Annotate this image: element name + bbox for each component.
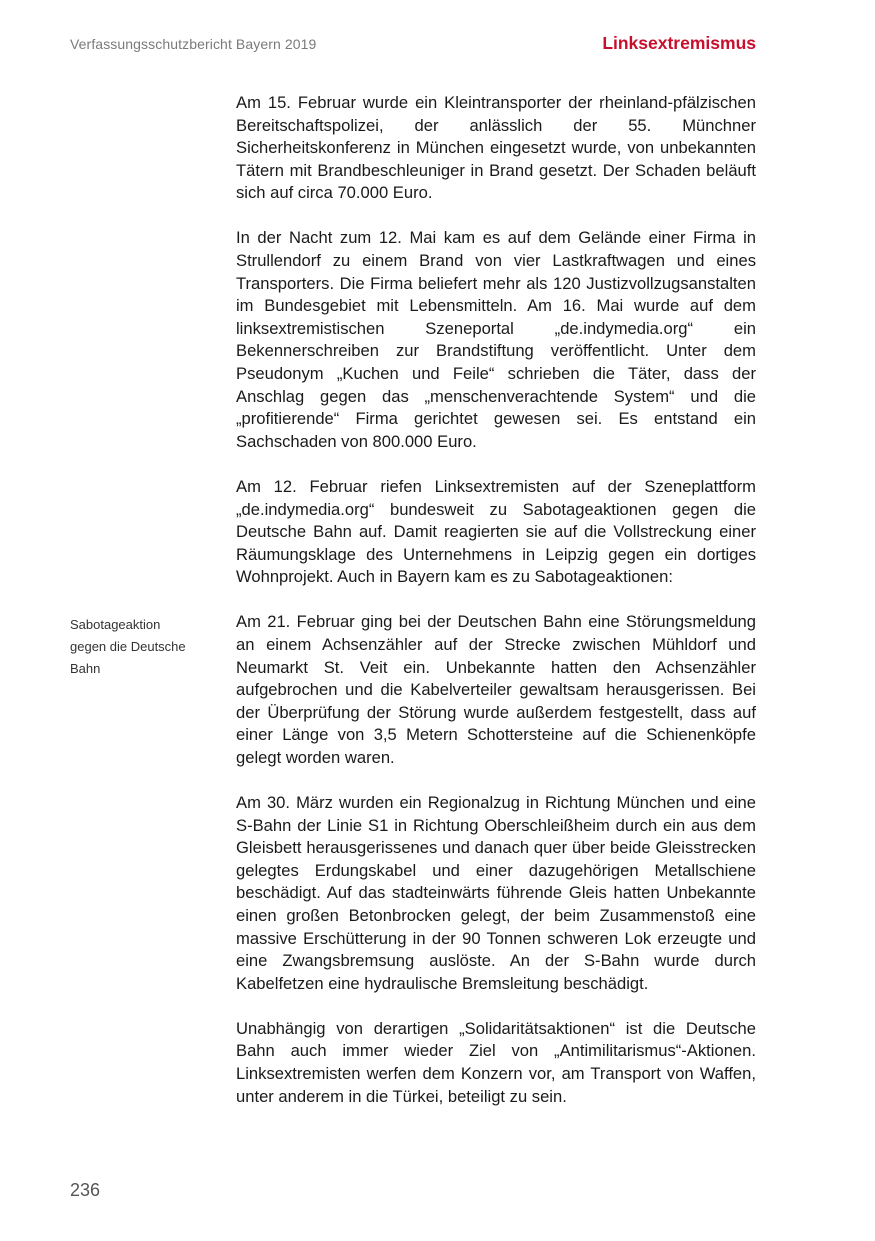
page-number: 236 bbox=[70, 1180, 101, 1200]
paragraph-regionalzug: Am 30. März wurden ein Regionalzug in Richtung München und eine S-Bahn der Linie S1 in Richtung Oberschleißheim durch ein aus dem Gleisbett herausgerissenes und danach quer über beide Gleisstrecken gelegtes Erdungskabel und einer dazugehörigen Metallschiene beschädigt. Auf das stadteinwärts führende Gleis hatten Unbekannte einen großen Betonbrocken gelegt, der beim Zusammenstoß eine massive Erschütterung in der 90 Tonnen schweren Lok erzeugte und eine Zwangsbremsung auslöste. An der S-Bahn wurde durch Kabelfetzen eine hydraulische Bremsleitung beschädigt. bbox=[236, 793, 756, 993]
running-head-publication: Verfassungsschutzbericht Bayern 2019 bbox=[70, 36, 317, 52]
paragraph-kleintransporter: Am 15. Februar wurde ein Kleintransporter der rheinland-pfälzischen Bereitschaftspolizei, der anlässlich der 55. Münchner Sicherheitskonferenz in München eingesetzt wurde, von unbekannten Tätern mit Brandbeschleuniger in Brand gesetzt. Der Schaden beläuft sich auf circa 70.000 Euro. bbox=[236, 93, 756, 203]
paragraph-achsenzaehler: Am 21. Februar ging bei der Deutschen Bahn eine Störungsmeldung an einem Achsenzähler auf der Strecke zwischen Mühldorf und Neumarkt St. Veit ein. Unbekannte hatten den Achsenzähler aufgebrochen und die Kabelverteiler gewaltsam herausgerissen. Bei der Überprüfung der Störung wurde außerdem festgestellt, dass auf einer Länge von 3,5 Metern Schottersteine auf die Schienenköpfe gelegt worden waren. bbox=[236, 612, 756, 767]
margin-note-line: Sabotageaktion bbox=[70, 617, 161, 632]
body-text bbox=[236, 92, 756, 1131]
running-head-section: Linksextremismus bbox=[602, 33, 756, 53]
margin-note bbox=[70, 614, 210, 680]
margin-note-line: gegen die Deutsche bbox=[70, 639, 186, 654]
paragraph-antimilitarismus: Unabhängig von derartigen „Solidaritätsaktionen“ ist die Deutsche Bahn auch immer wieder Ziel von „Antimilitarismus“-Aktionen. Linksextremisten werfen dem Konzern vor, am Transport von Waffen, unter anderem in die Türkei, beteiligt zu sein. bbox=[236, 1018, 756, 1106]
paragraph-sabotage-aufruf: Am 12. Februar riefen Linksextremisten auf der Szeneplattform „de.indymedia.org“ bundesweit zu Sabotageaktionen gegen die Deutsche Bahn auf. Damit reagierten sie auf die Vollstreckung einer Räumungsklage des Unternehmens in Leipzig gegen ein dortiges Wohnprojekt. Auch in Bayern kam es zu Sabotageaktionen: bbox=[236, 476, 756, 587]
paragraph-strullendorf: In der Nacht zum 12. Mai kam es auf dem Gelände einer Firma in Strullendorf zu einem Brand von vier Lastkraftwagen und eines Transporters. Die Firma beliefert mehr als 120 Justizvollzugsanstalten im Bundesgebiet mit Lebensmitteln. Am 16. Mai wurde auf dem linksextremistischen Szeneportal „de.indymedia.org“ ein Bekennerschreiben zur Brandstiftung veröffentlicht. Unter dem Pseudonym „Kuchen und Feile“ schrieben die Täter, dass der Anschlag gegen das „menschenverachtende System“ und die „profitierende“ Firma gerichtet gewesen sei. Es entstand ein Sachschaden von 800.000 Euro. bbox=[236, 228, 756, 451]
margin-note-line: Bahn bbox=[70, 661, 101, 676]
